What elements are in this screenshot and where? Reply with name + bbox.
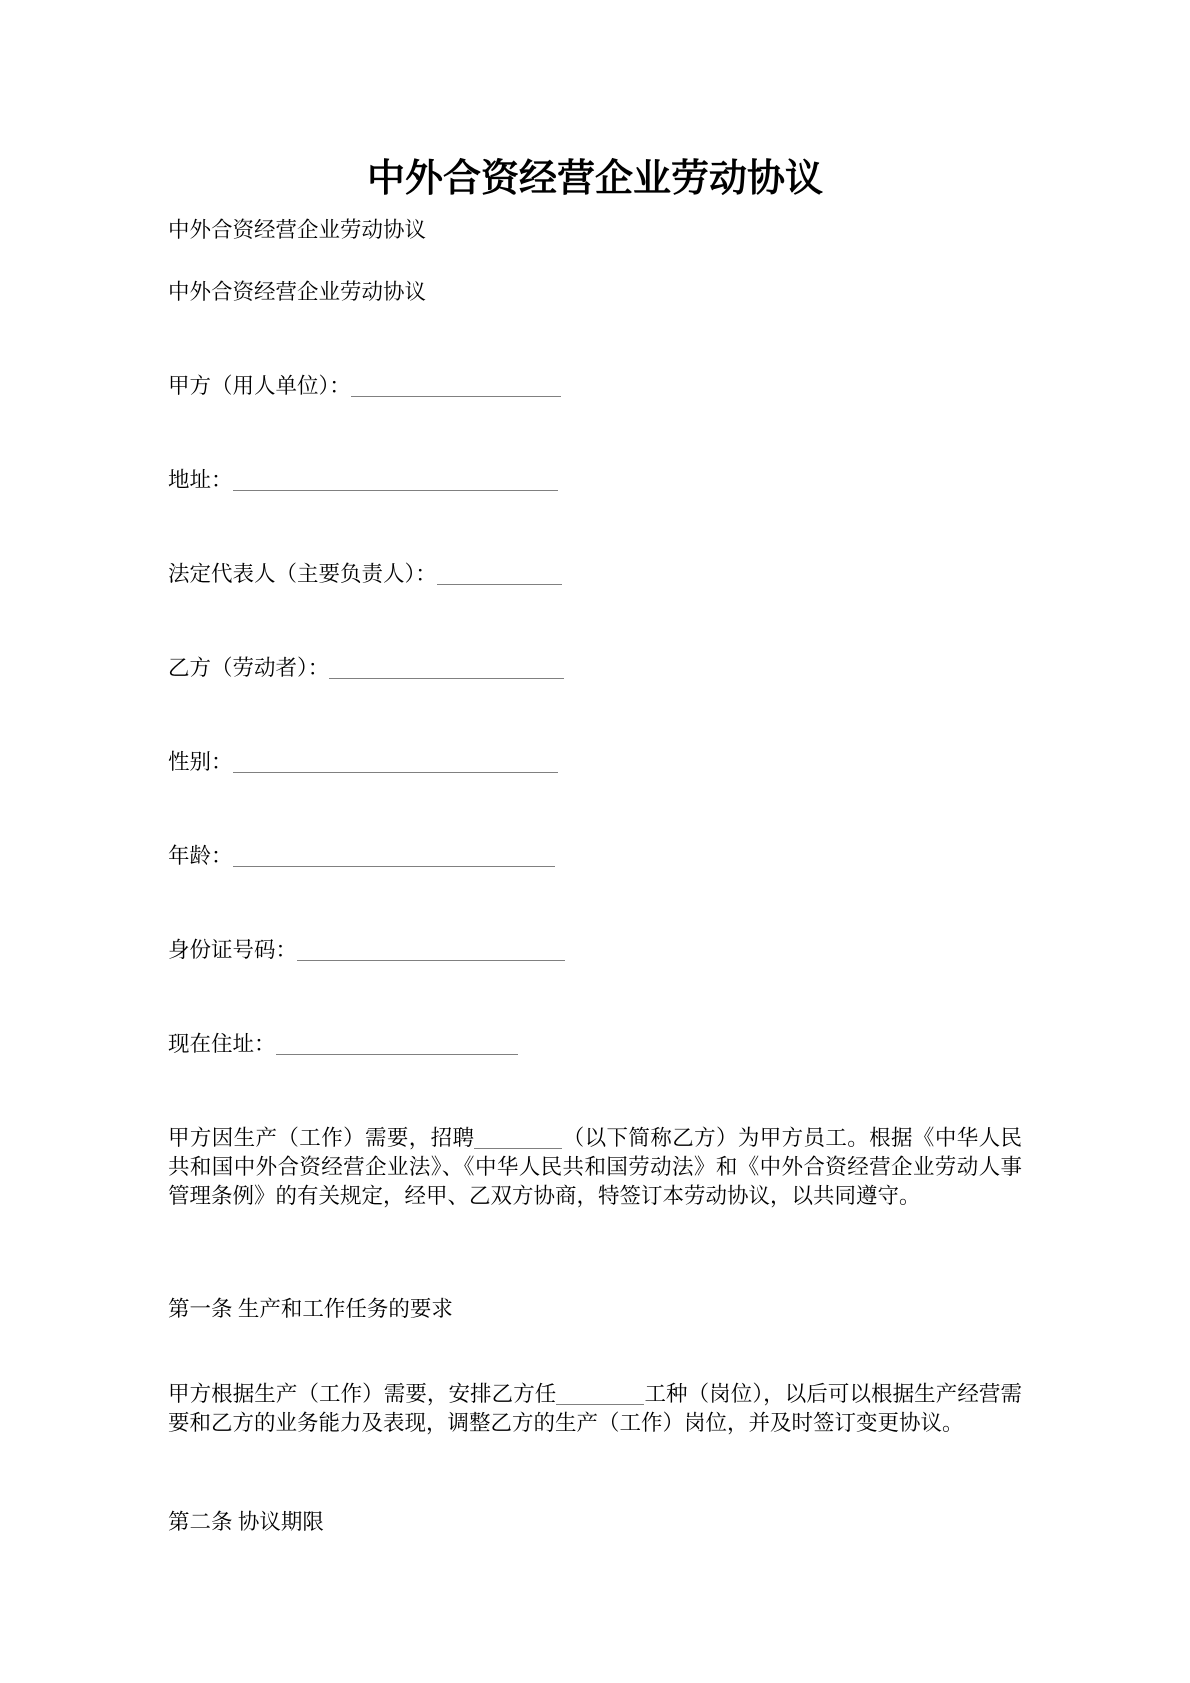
blank-line [351,374,561,397]
field-row-id-number [168,936,1022,965]
document-title: 中外合资经营企业劳动协议 [366,158,823,200]
field-label: 甲方（用人单位）： [168,374,351,398]
field-row-address [168,466,1022,495]
field-row-employer [168,372,1022,401]
field-label: 现在住址： [168,1032,276,1056]
heading-text: 第一条 生产和工作任务的要求 [168,1297,453,1321]
blank-line [276,1032,518,1055]
field-label: 性别： [168,750,233,774]
blank-line [556,1382,644,1405]
blank-line [233,844,555,867]
blank-line [437,562,562,585]
heading-text: 第二条 协议期限 [168,1510,324,1534]
article-1-body [168,1380,1022,1438]
paragraph-text: 甲方因生产（工作）需要，招聘 [168,1126,475,1150]
subtitle-text: 中外合资经营企业劳动协议 [168,280,427,304]
field-row-legal-representative [168,560,1022,589]
blank-line [297,938,565,961]
field-row-age [168,842,1022,871]
blank-line [474,1126,562,1149]
blank-line [329,656,564,679]
field-label: 地址： [168,468,233,492]
paragraph-text: （以下简称乙方）为甲方员工。根据《中华人民共和国中外合资经营企业法》、《中华人民共和国劳动法》和《中外合资经营企业劳动人事管理条例》的有关规定，经甲、乙双方协商，特签订本劳动协议，以共同遵守。 [168,1126,1022,1208]
field-row-gender [168,748,1022,777]
field-label: 法定代表人（主要负责人）： [168,562,437,586]
field-row-employee [168,654,1022,683]
field-row-current-address [168,1030,1022,1059]
article-1-heading [168,1295,1022,1324]
intro-paragraph [168,1124,1022,1211]
article-2-heading [168,1508,1022,1537]
subtitle-text: 中外合资经营企业劳动协议 [168,218,427,242]
paragraph-text: 甲方根据生产（工作）需要，安排乙方任 [168,1382,557,1406]
field-label: 年龄： [168,844,233,868]
blank-line [233,468,558,491]
subtitle-line-1 [168,216,1022,245]
subtitle-line-2 [168,278,1022,307]
blank-line [233,750,558,773]
paragraph-text: 工种（岗位），以后可以根据生产经营需要和乙方的业务能力及表现，调整乙方的生产（工作）岗位，并及时签订变更协议。 [168,1382,1022,1435]
field-label: 身份证号码： [168,938,298,962]
field-label: 乙方（劳动者）： [168,656,330,680]
